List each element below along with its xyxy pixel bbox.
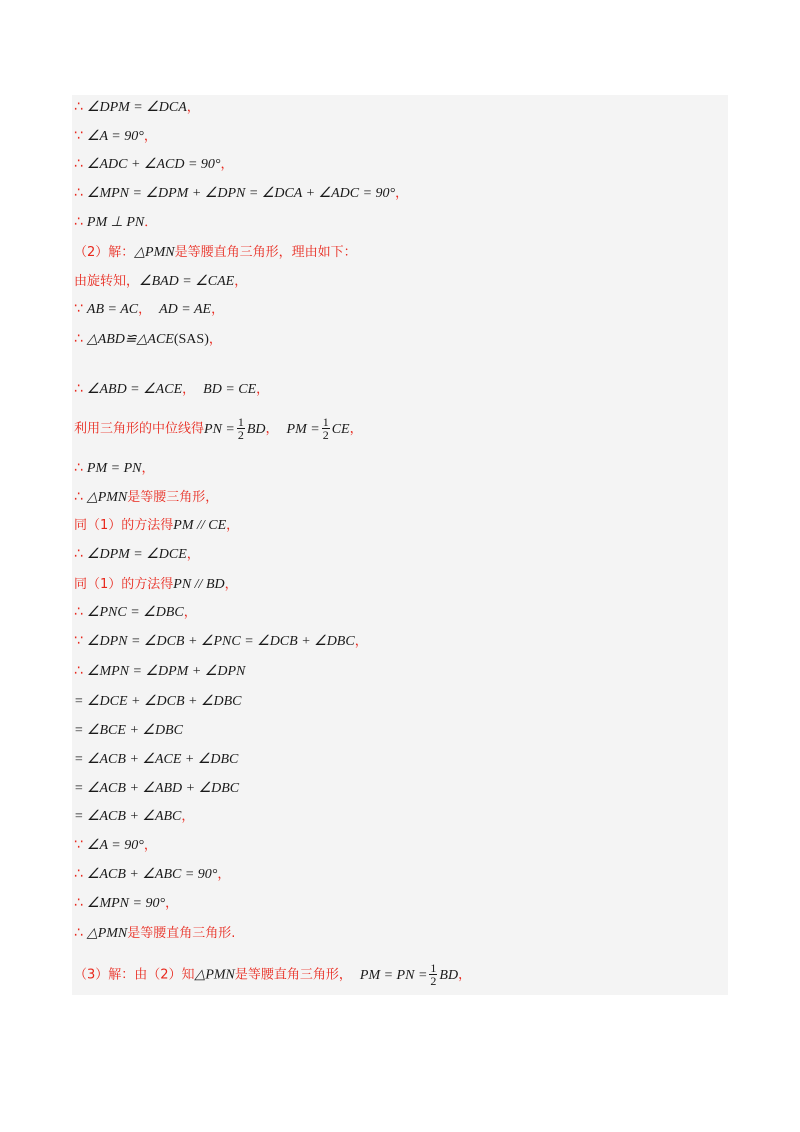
solution-line <box>74 516 239 535</box>
math-rhs: BD <box>246 421 266 437</box>
therefore-symbol: ∴ <box>74 381 83 397</box>
therefore-symbol: ∴ <box>74 663 83 679</box>
punctuation: ， <box>265 421 279 437</box>
step-text: 利用三角形的中位线得 <box>74 421 205 437</box>
math-expression: △PMN <box>86 926 128 941</box>
punctuation: ， <box>256 382 270 397</box>
punctuation: ， <box>217 867 231 882</box>
solution-line <box>74 98 200 117</box>
math-expression: ∠DPN = ∠DCB + ∠PNC = ∠DCB + ∠DBC <box>86 634 355 649</box>
math-expression: AB = AC <box>86 302 139 317</box>
fraction-numerator: 1 <box>430 961 437 975</box>
solution-line <box>74 416 363 441</box>
step-text: 同（1）的方法得 <box>74 518 174 533</box>
fraction <box>237 416 245 441</box>
solution-line <box>74 894 178 913</box>
solution-line <box>74 459 155 478</box>
solution-line <box>74 721 183 740</box>
fraction-denominator: 2 <box>430 974 437 988</box>
therefore-symbol: ∴ <box>74 156 83 172</box>
solution-line <box>74 807 194 826</box>
solution-line <box>74 127 157 146</box>
math-expression: ∠A = 90° <box>86 838 144 853</box>
fraction-numerator: 1 <box>322 415 329 429</box>
solution-line <box>74 272 247 291</box>
math-expression: ∠MPN = ∠DPM + ∠DPN <box>86 664 246 679</box>
math-expression: ∠ADC + ∠ACD = 90° <box>86 157 221 172</box>
solution-line <box>74 184 408 203</box>
math-expression: ∠DPM = ∠DCE <box>86 547 187 562</box>
fraction-denominator: 2 <box>322 428 329 442</box>
solution-line <box>74 545 200 564</box>
solution-line <box>74 662 245 681</box>
punctuation: ， <box>354 634 368 649</box>
fraction-numerator: 1 <box>237 415 244 429</box>
punctuation: ， <box>183 605 197 620</box>
math-expression: PM // CE <box>173 518 227 533</box>
therefore-symbol: ∴ <box>74 460 83 476</box>
fraction-denominator: 2 <box>237 428 244 442</box>
math-expression: = ∠DCE + ∠DCB + ∠DBC <box>74 694 242 709</box>
because-symbol: ∵ <box>74 633 83 649</box>
punctuation: ， <box>141 461 155 476</box>
math-expression: = ∠BCE + ∠DBC <box>74 723 183 738</box>
math-expression: BD = CE <box>203 382 257 397</box>
step-text: （3）解：由（2）知 <box>74 967 195 983</box>
punctuation: ， <box>186 100 200 115</box>
math-rhs: BD <box>439 967 459 983</box>
fraction-expression <box>286 415 350 442</box>
math-expression: ∠ACB + ∠ABC = 90° <box>86 867 218 882</box>
punctuation: ， <box>395 186 409 201</box>
math-rhs: CE <box>331 421 350 437</box>
fraction <box>429 962 437 987</box>
solution-line <box>74 924 235 943</box>
math-expression: PM ⊥ PN <box>86 215 145 230</box>
math-expression: AD = AE <box>159 302 212 317</box>
therefore-symbol: ∴ <box>74 214 83 230</box>
math-expression: △PMN <box>194 967 235 983</box>
punctuation: ， <box>349 421 363 437</box>
math-expression: △PMN <box>86 490 128 505</box>
because-symbol: ∵ <box>74 301 83 317</box>
math-expression: ∠MPN = 90° <box>86 896 166 911</box>
math-expression: = ∠ACB + ∠ABC <box>74 809 182 824</box>
math-lhs: PM = PN = <box>359 967 428 983</box>
step-text: 由旋转知， <box>74 274 140 289</box>
step-text: 是等腰三角形， <box>127 490 219 505</box>
because-symbol: ∵ <box>74 128 83 144</box>
step-text: （2）解： <box>74 245 135 260</box>
fraction <box>322 416 330 441</box>
step-text: 是等腰直角三角形， <box>234 967 352 983</box>
solution-line <box>74 962 471 987</box>
math-expression: △ABD≌△ACE <box>86 332 174 347</box>
therefore-symbol: ∴ <box>74 925 83 941</box>
solution-line <box>74 865 230 884</box>
solution-line <box>74 575 238 594</box>
math-expression: ∠PNC = ∠DBC <box>86 605 184 620</box>
punctuation: ， <box>182 382 196 397</box>
therefore-symbol: ∴ <box>74 489 83 505</box>
math-expression: ∠DPM = ∠DCA <box>86 100 187 115</box>
therefore-symbol: ∴ <box>74 99 83 115</box>
punctuation: ， <box>224 577 238 592</box>
math-expression: △PMN <box>134 245 175 260</box>
step-text: 是等腰直角三角形. <box>127 926 236 941</box>
solution-line <box>74 750 238 769</box>
solution-line <box>74 632 368 651</box>
solution-line <box>74 243 357 262</box>
solution-line <box>74 836 157 855</box>
punctuation: ， <box>143 838 157 853</box>
solution-line <box>74 692 242 711</box>
solution-line <box>74 330 222 349</box>
punctuation: ， <box>234 274 248 289</box>
math-expression: ∠BAD = ∠CAE <box>139 274 235 289</box>
punctuation: ， <box>143 129 157 144</box>
fraction-expression <box>359 961 459 988</box>
therefore-symbol: ∴ <box>74 895 83 911</box>
therefore-symbol: ∴ <box>74 331 83 347</box>
math-expression: PN // BD <box>173 577 225 592</box>
punctuation: ， <box>165 896 179 911</box>
therefore-symbol: ∴ <box>74 546 83 562</box>
step-text: 是等腰直角三角形，理由如下： <box>174 245 357 260</box>
math-lhs: PN = <box>204 421 235 437</box>
solution-line <box>74 300 224 319</box>
solution-line <box>74 488 218 507</box>
punctuation: ， <box>458 967 472 983</box>
solution-line <box>74 380 269 399</box>
solution-line <box>74 779 239 798</box>
solution-line <box>74 603 197 622</box>
math-expression: ∠ABD = ∠ACE <box>86 382 183 397</box>
punctuation: ， <box>181 809 195 824</box>
punctuation: ， <box>226 518 240 533</box>
punctuation: ， <box>208 332 222 347</box>
fraction-expression <box>204 415 266 442</box>
math-expression: ∠MPN = ∠DPM + ∠DPN = ∠DCA + ∠ADC = 90° <box>86 186 396 201</box>
math-expression: = ∠ACB + ∠ABD + ∠DBC <box>74 781 240 796</box>
math-expression: ∠A = 90° <box>86 129 144 144</box>
math-reason: (SAS) <box>173 332 209 347</box>
math-expression: PM = PN <box>86 461 142 476</box>
solution-line <box>74 213 157 232</box>
because-symbol: ∵ <box>74 837 83 853</box>
math-expression: = ∠ACB + ∠ACE + ∠DBC <box>74 752 239 767</box>
therefore-symbol: ∴ <box>74 185 83 201</box>
punctuation: ． <box>144 215 158 230</box>
math-lhs: PM = <box>286 421 320 437</box>
therefore-symbol: ∴ <box>74 604 83 620</box>
punctuation: ， <box>211 302 225 317</box>
solution-line <box>74 155 234 174</box>
punctuation: ， <box>186 547 200 562</box>
step-text: 同（1）的方法得 <box>74 577 174 592</box>
therefore-symbol: ∴ <box>74 866 83 882</box>
punctuation: ， <box>220 157 234 172</box>
punctuation: ， <box>138 302 152 317</box>
